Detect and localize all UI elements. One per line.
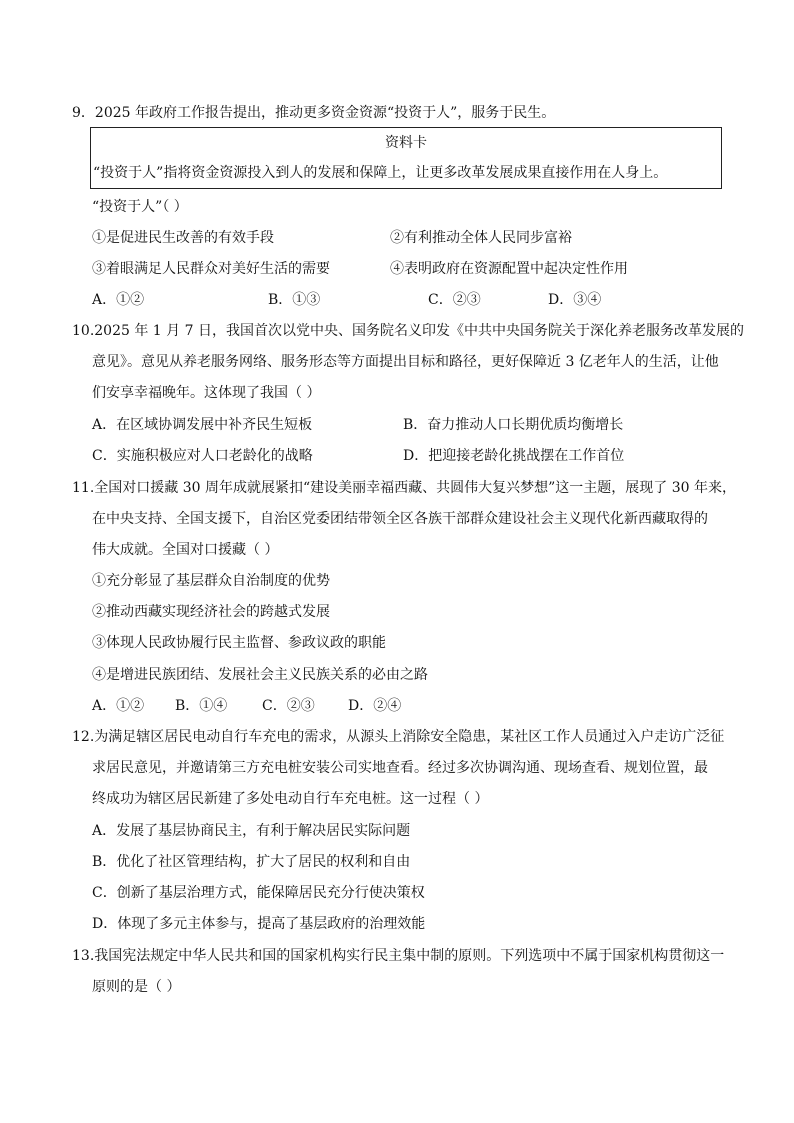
q9-item-3: ③着眼满足人民群众对美好生活的需要	[92, 261, 330, 277]
q12-stem-line-2: 求居民意见，并邀请第三方充电桩安装公司实地查看。经过多次协调沟通、现场查看、规划位置，最	[92, 760, 708, 776]
q10-option-a: A．在区域协调发展中补齐民生短板	[92, 417, 313, 433]
q9-item-4: ④表明政府在资源配置中起决定性作用	[390, 261, 628, 277]
q9-item-1: ①是促进民生改善的有效手段	[92, 230, 274, 246]
q9-option-a: A．①②	[92, 292, 145, 308]
q9-card-text: “投资于人”指将资金资源投入到人的发展和保障上，让更多改革发展成果直接作用在人身上。	[93, 165, 668, 181]
q12-option-b: B．优化了社区管理结构，扩大了居民的权利和自由	[92, 854, 411, 870]
q11-option-d: D．②④	[348, 698, 402, 714]
q11-item-2: ②推动西藏实现经济社会的跨越式发展	[92, 604, 330, 620]
q11-item-1: ①充分彰显了基层群众自治制度的优势	[92, 573, 330, 589]
q9-card-title: 资料卡	[385, 135, 427, 151]
q10-stem-line-1: 10.2025 年 1 月 7 日，我国首次以党中央、国务院名义印发《中共中央国务院关于深化养老服务改革发展的	[72, 323, 744, 339]
q12-stem-line-3: 终成功为辖区居民新建了多处电动自行车充电桩。这一过程（ ）	[92, 791, 489, 807]
q9-option-c: C．②③	[428, 292, 481, 308]
q11-stem-line-2: 在中央支持、全国支援下，自治区党委团结带领全区各族干部群众建设社会主义现代化新西藏取得的	[92, 511, 708, 527]
q11-item-4: ④是增进民族团结、发展社会主义民族关系的必由之路	[92, 667, 428, 683]
q9-info-card	[90, 127, 722, 189]
q10-option-b: B．奋力推动人口长期优质均衡增长	[403, 417, 624, 433]
q9-stem: 9．2025 年政府工作报告提出，推动更多资金资源“投资于人”，服务于民生。	[72, 105, 556, 121]
q11-option-a: A．①②	[92, 698, 145, 714]
q10-option-c: C．实施积极应对人口老龄化的战略	[92, 448, 313, 464]
q10-stem-line-3: 们安享幸福晚年。这体现了我国（ ）	[92, 385, 321, 401]
q11-stem-line-3: 伟大成就。全国对口援藏（ ）	[92, 542, 279, 558]
q10-stem-line-2: 意见》。意见从养老服务网络、服务形态等方面提出目标和路径，更好保障近 3 亿老年人的生活，让他	[92, 354, 719, 370]
q12-option-c: C．创新了基层治理方式，能保障居民充分行使决策权	[92, 885, 425, 901]
q13-stem-line-1: 13.我国宪法规定中华人民共和国的国家机构实行民主集中制的原则。下列选项中不属于国家机构贯彻这一	[72, 948, 725, 964]
q11-stem-line-1: 11.全国对口援藏 30 周年成就展紧扣“建设美丽幸福西藏、共圆伟大复兴梦想”这一主题，展现了 30 年来，	[72, 480, 737, 496]
q12-stem-line-1: 12.为满足辖区居民电动自行车充电的需求，从源头上消除安全隐患，某社区工作人员通过入户走访广泛征	[72, 729, 725, 745]
q12-option-a: A．发展了基层协商民主，有利于解决居民实际问题	[92, 823, 411, 839]
q13-stem-line-2: 原则的是（ ）	[92, 979, 181, 995]
q9-option-b: B．①③	[268, 292, 321, 308]
q9-question: “投资于人”（ ）	[92, 199, 188, 215]
q9-item-2: ②有利推动全体人民同步富裕	[390, 230, 572, 246]
q11-option-c: C．②③	[262, 698, 315, 714]
q10-option-d: D．把迎接老龄化挑战摆在工作首位	[403, 448, 625, 464]
q12-option-d: D．体现了多元主体参与，提高了基层政府的治理效能	[92, 916, 426, 932]
q11-item-3: ③体现人民政协履行民主监督、参政议政的职能	[92, 635, 386, 651]
q11-option-b: B．①④	[175, 698, 228, 714]
q9-option-d: D．③④	[548, 292, 602, 308]
